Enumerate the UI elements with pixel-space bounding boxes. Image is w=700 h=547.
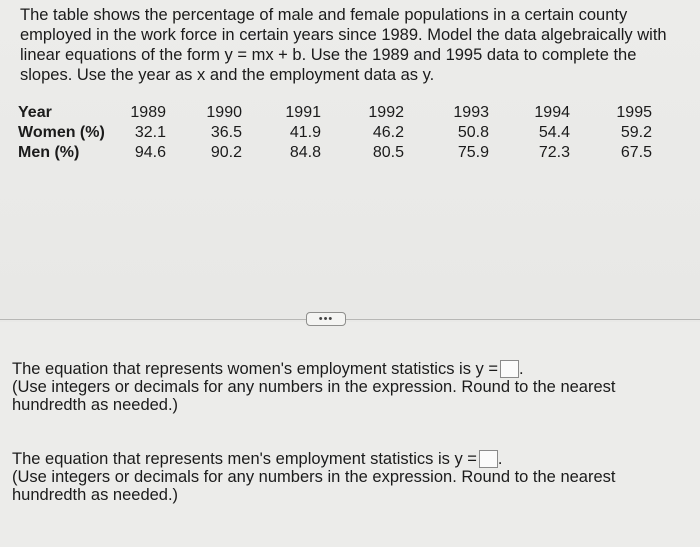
problem-line: employed in the work force in certain years since 1989. Model the data algebraically with xyxy=(20,26,667,44)
table-cell: 75.9 xyxy=(457,144,489,161)
question-text: The equation that represents women's employment statistics is y = xyxy=(12,360,499,378)
table-cell: 90.2 xyxy=(210,144,242,161)
women-equation-input[interactable] xyxy=(500,360,519,378)
table-cell: 84.8 xyxy=(289,144,321,161)
problem-line: slopes. Use the year as x and the employment data as y. xyxy=(20,66,435,84)
table-cell: 36.5 xyxy=(210,124,242,141)
table-cell: 1989 xyxy=(130,104,166,121)
problem-line: The table shows the percentage of male and female populations in a certain county xyxy=(20,6,628,24)
section-divider xyxy=(0,319,700,320)
table-cell: 1992 xyxy=(368,104,404,121)
question-text-line xyxy=(12,360,672,378)
expand-button[interactable]: ••• xyxy=(306,312,346,326)
table-cell: 32.1 xyxy=(134,124,166,141)
question-trail: . xyxy=(519,360,524,378)
table-cell: 59.2 xyxy=(620,124,652,141)
answer-panel xyxy=(0,322,700,547)
women-equation-question xyxy=(12,360,672,414)
table-cell: 41.9 xyxy=(289,124,321,141)
question-trail: . xyxy=(497,450,503,468)
table-cell: 1994 xyxy=(534,104,570,121)
row-header: Women (%) xyxy=(18,124,105,141)
question-text-line xyxy=(12,450,672,468)
hint-line: (Use integers or decimals for any numbers in the expression. Round to the nearest xyxy=(12,468,616,486)
hint-line: hundredth as needed.) xyxy=(12,486,179,504)
row-header: Men (%) xyxy=(18,144,80,161)
question-text: The equation that represents men's employment statistics is y = xyxy=(12,450,477,468)
problem-line: linear equations of the form y = mx + b. Use the 1989 and 1995 data to complete the xyxy=(20,46,637,64)
row-header: Year xyxy=(18,104,52,121)
men-equation-question xyxy=(12,450,672,504)
table-cell: 67.5 xyxy=(620,144,652,161)
table-row-men xyxy=(18,143,652,163)
table-row-year xyxy=(18,103,652,123)
table-cell: 72.3 xyxy=(538,144,570,161)
problem-statement xyxy=(20,5,690,85)
table-cell: 1990 xyxy=(206,104,242,121)
table-cell: 54.4 xyxy=(538,124,570,141)
table-row-women xyxy=(18,123,652,143)
table-cell: 80.5 xyxy=(372,144,404,161)
table-cell: 46.2 xyxy=(372,124,404,141)
men-equation-input[interactable] xyxy=(479,450,498,468)
hint-line: (Use integers or decimals for any numbers in the expression. Round to the nearest xyxy=(12,378,616,396)
table-cell: 1993 xyxy=(453,104,489,121)
table-cell: 50.8 xyxy=(457,124,489,141)
table-cell: 94.6 xyxy=(134,144,166,161)
employment-table xyxy=(18,103,652,163)
table-cell: 1991 xyxy=(285,104,321,121)
table-cell: 1995 xyxy=(616,104,652,121)
hint-line: hundredth as needed.) xyxy=(12,396,179,414)
